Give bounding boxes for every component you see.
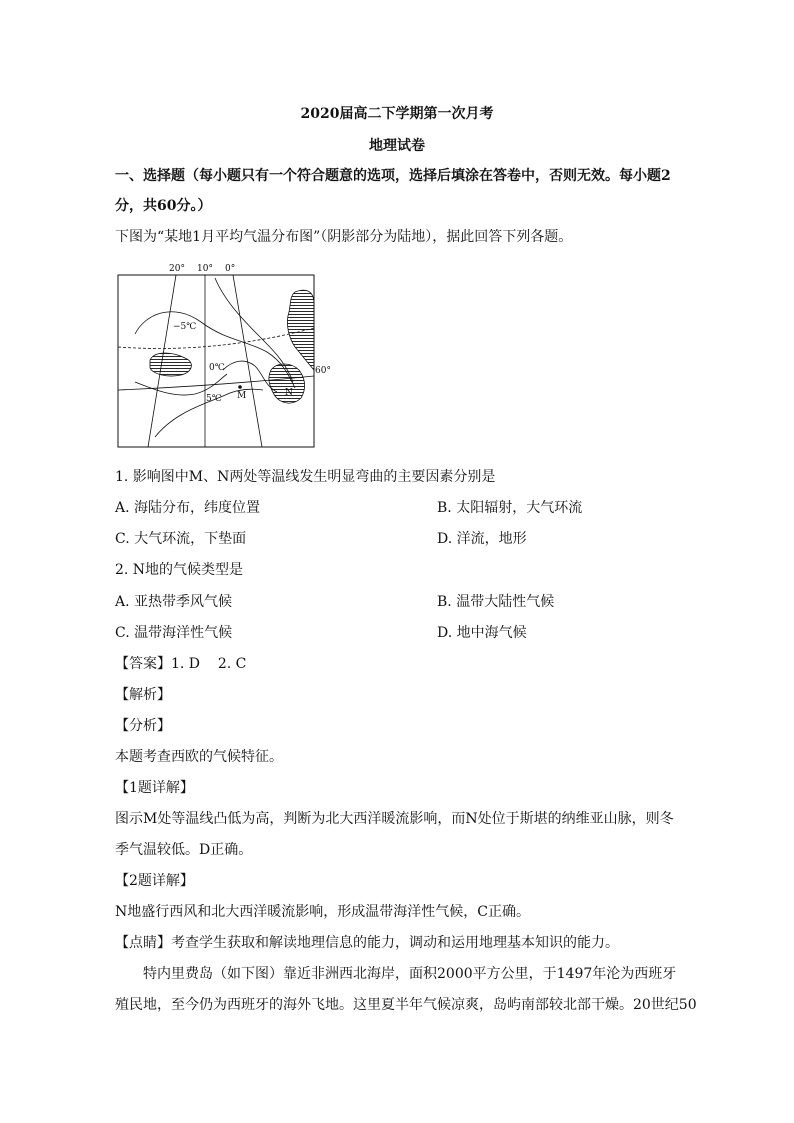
label-lon-0: 0° (225, 264, 236, 274)
section-heading-line1: 一、选择题（每小题只有一个符合题意的选项，选择后填涂在答卷中，否则无效。每小题2 (115, 168, 671, 184)
passage-line2: 殖民地，至今仍为西班牙的海外飞地。这里夏半年气候凉爽，岛屿南部较北部干燥。20世纪50 (115, 997, 697, 1013)
label-point-m: M (237, 391, 247, 401)
label-lat-60: 60° (315, 366, 331, 376)
exam-subtitle: 地理试卷 (369, 138, 425, 154)
breakdown-text: 本题考查西欧的气候特征。 (115, 749, 283, 765)
label-iso-neg5: −5℃ (173, 322, 197, 332)
answer-line: 【答案】1. D 2. C (115, 656, 247, 672)
analysis-heading: 【解析】 (115, 687, 171, 703)
isotherm-map (115, 262, 331, 452)
breakdown-heading: 【分析】 (115, 718, 171, 734)
map-frame (118, 275, 314, 447)
label-iso-0: 0℃ (209, 363, 225, 373)
label-point-n: N (285, 388, 293, 398)
exam-title: 2020届高二下学期第一次月考 (300, 106, 494, 122)
question-2-option-c: C. 温带海洋性气候 (115, 625, 233, 641)
figure-intro: 下图为“某地1月平均气温分布图”（阴影部分为陆地），据此回答下列各题。 (115, 229, 573, 245)
question-2-option-b: B. 温带大陆性气候 (437, 594, 555, 610)
q1-detail-heading: 【1题详解】 (115, 780, 194, 796)
question-1-option-b: B. 太阳辐射，大气环流 (437, 500, 583, 516)
isotherm-map-figure (115, 262, 331, 452)
point-m (238, 385, 242, 389)
q2-detail-line1: N地盛行西风和北大西洋暖流影响，形成温带海洋性气候，C正确。 (115, 904, 530, 920)
question-1-option-d: D. 洋流，地形 (437, 531, 527, 547)
label-iso-5: 5℃ (206, 394, 222, 404)
question-2-option-a: A. 亚热带季风气候 (115, 594, 233, 610)
q1-detail-line2: 季气温较低。D正确。 (115, 842, 253, 858)
key-point: 【点睛】考查学生获取和解读地理信息的能力，调动和运用地理基本知识的能力。 (115, 935, 619, 951)
question-2-option-d: D. 地中海气候 (437, 625, 527, 641)
passage-line1: 特内里费岛（如下图）靠近非洲西北海岸，面积2000平方公里，于1497年沦为西班牙 (143, 966, 677, 982)
question-1-stem: 1. 影响图中M、N两处等温线发生明显弯曲的主要因素分别是 (115, 469, 496, 485)
question-2-stem: 2. N地的气候类型是 (115, 562, 244, 578)
q1-detail-line1: 图示M处等温线凸低为高，判断为北大西洋暖流影响，而N处位于斯堪的纳维亚山脉，则冬 (115, 811, 674, 827)
q2-detail-heading: 【2题详解】 (115, 873, 194, 889)
section-heading-line2: 分，共60分。） (115, 198, 212, 214)
question-1-option-c: C. 大气环流，下垫面 (115, 531, 247, 547)
label-lon-20: 20° (169, 264, 185, 274)
label-lon-10: 10° (197, 264, 213, 274)
question-1-option-a: A. 海陆分布，纬度位置 (115, 500, 261, 516)
